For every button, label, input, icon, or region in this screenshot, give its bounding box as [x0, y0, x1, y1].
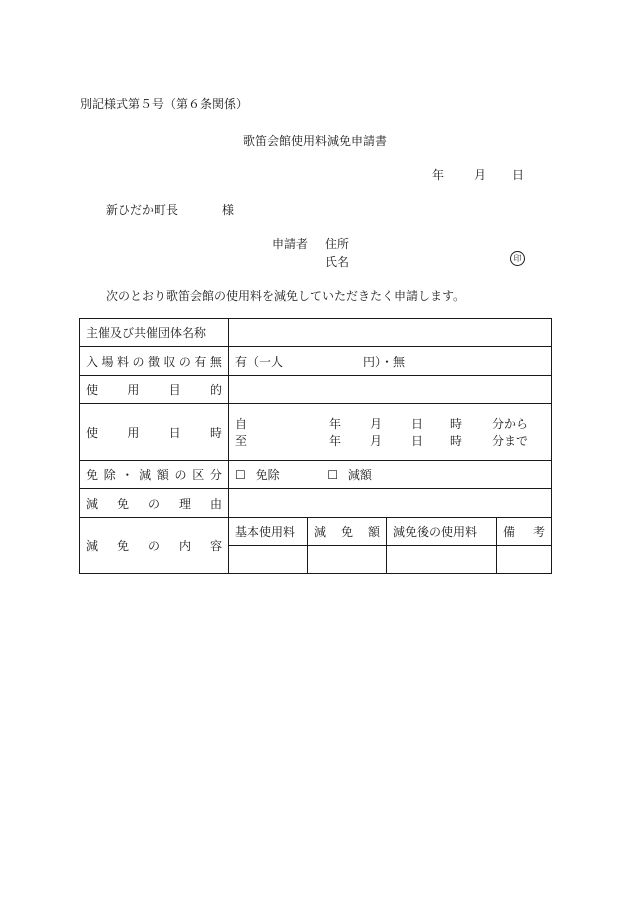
- date-year-label: 年: [432, 168, 445, 182]
- applicant-address-label: 住所: [325, 237, 350, 251]
- admission-yen-text: 円）・無: [363, 354, 406, 369]
- base-fee-header: 基本使用料: [229, 518, 308, 546]
- organizer-label: 主催及び共催団体名称: [80, 319, 229, 347]
- reduction-checkbox[interactable]: ☐: [327, 468, 339, 482]
- reason-label: 減 免 の 理 由: [80, 489, 229, 518]
- date-month-label: 月: [474, 168, 487, 182]
- addressee-honorific: 様: [222, 203, 235, 217]
- seal-mark: 印: [510, 251, 525, 266]
- row-details-header: [80, 518, 552, 546]
- exemption-label: 免除: [255, 468, 280, 482]
- reason-field[interactable]: [229, 489, 552, 518]
- exemption-checkbox[interactable]: ☐: [235, 468, 246, 482]
- after-fee-header: 減免後の使用料: [387, 518, 497, 546]
- reduction-amount-field[interactable]: [308, 546, 387, 574]
- purpose-label: 使 用 目 的: [80, 376, 229, 404]
- applicant-label: 申請者: [272, 237, 309, 251]
- row-purpose: [80, 376, 552, 404]
- row-admission: [80, 347, 552, 376]
- category-label: 免 除 ・ 減 額 の 区 分: [80, 461, 229, 489]
- intro-text: 次のとおり歌笛会館の使用料を減免していただきたく申請します。: [106, 289, 466, 303]
- addressee: [106, 201, 234, 218]
- row-category: [80, 461, 552, 489]
- document-title: 歌笛会館使用料減免申請書: [242, 134, 387, 148]
- row-usage-date: [80, 404, 552, 461]
- application-table: [79, 318, 552, 574]
- after-fee-field[interactable]: [387, 546, 497, 574]
- usage-from-row: 自 年 月 日 時 分から: [235, 417, 529, 431]
- applicant-name-label: 氏名: [325, 255, 350, 269]
- row-organizer: [80, 319, 552, 347]
- organizer-field[interactable]: [229, 319, 552, 347]
- details-label: 減 免 の 内 容: [80, 518, 229, 574]
- admission-label: 入 場 料 の 徴 収 の 有 無: [80, 347, 229, 376]
- date-day-label: 日: [512, 168, 525, 182]
- base-fee-field[interactable]: [229, 546, 308, 574]
- category-field: [229, 461, 552, 489]
- reduction-label: 減額: [347, 468, 372, 482]
- row-reason: [80, 489, 552, 518]
- remarks-field[interactable]: [497, 546, 552, 574]
- addressee-name: 新ひだか町長: [106, 203, 179, 217]
- purpose-field[interactable]: [229, 376, 552, 404]
- form-number: 別記様式第５号（第６条関係）: [80, 97, 249, 111]
- usage-date-field[interactable]: [229, 404, 552, 461]
- usage-to-row: 至 年 月 日 時 分まで: [235, 434, 529, 448]
- remarks-header: 備 考: [497, 518, 552, 546]
- admission-field[interactable]: [229, 347, 552, 376]
- reduction-amount-header: 減 免 額: [308, 518, 387, 546]
- admission-yes-text: 有（一人: [235, 354, 284, 369]
- usage-date-label: 使 用 日 時: [80, 404, 229, 461]
